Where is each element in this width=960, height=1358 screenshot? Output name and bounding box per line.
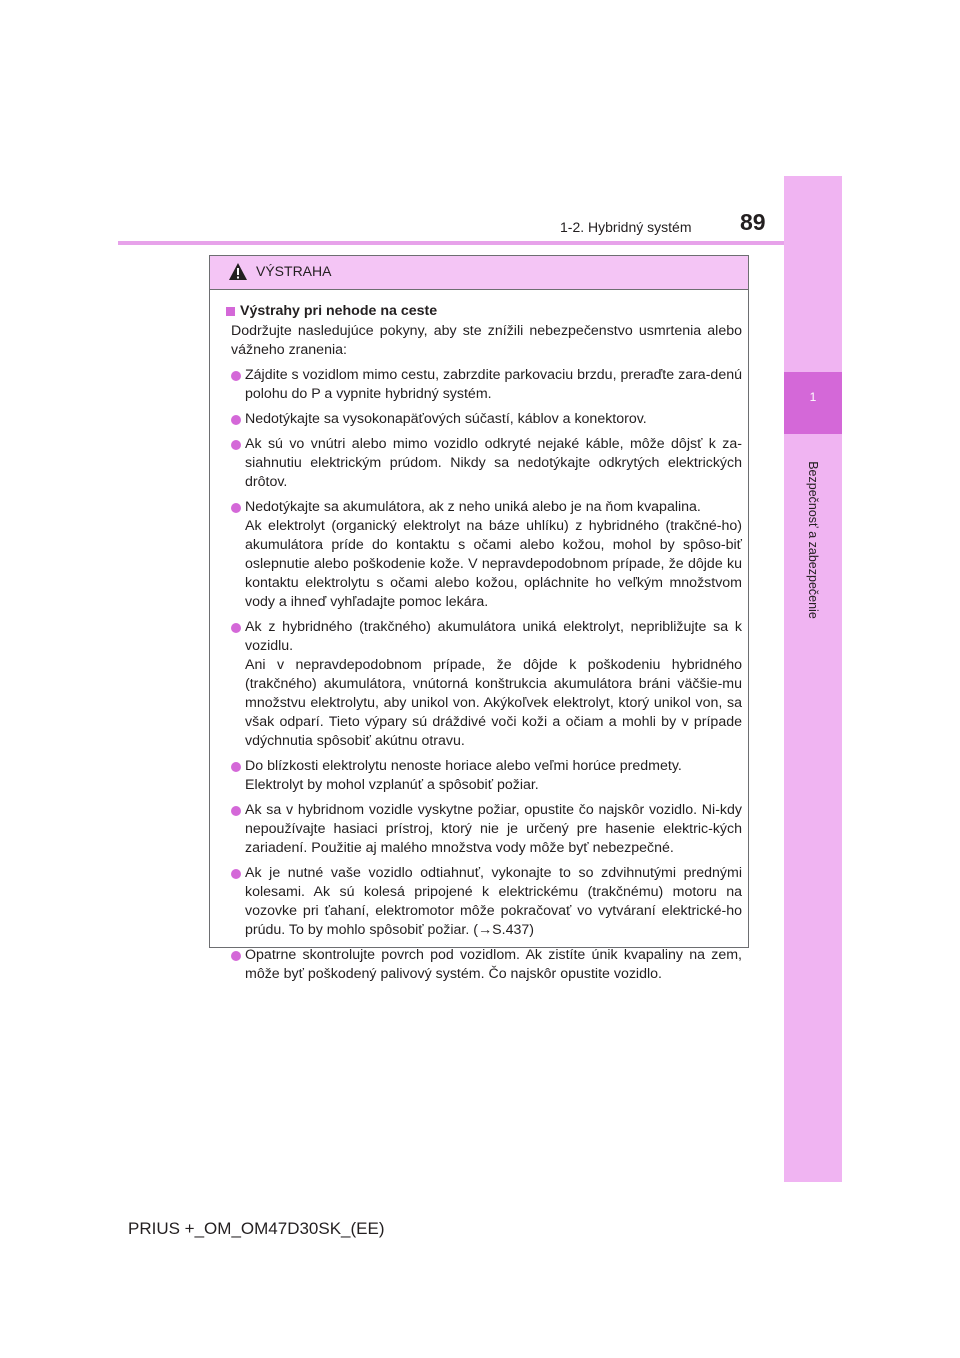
header-rule [118,241,784,245]
list-item-text: Nedotýkajte sa akumulátora, ak z neho uniká alebo je na ňom kvapalina. Ak elektrolyt (organický elektrolyt na báze uhlíku) z hybridného (trakčné-ho) akumulátora príde do kontaktu s očami alebo kožou, mohol by spôso-biť oslepnutie alebo poškodenie kože. V nepravdepodobnom prípade, že dôjde ku kontaktu elektrolytu s očami alebo kožou, opláchnite ho veľkým množstvom vody a ihneď vyhľadajte pomoc lekára. [245,499,742,610]
list-item-text: Nedotýkajte sa vysokonapäťových súčastí, káblov a konektorov. [245,411,647,427]
warning-heading [226,302,742,321]
side-tab [784,176,842,1182]
warning-list [226,366,742,984]
warning-heading-text: Výstrahy pri nehode na ceste [240,303,438,319]
bullet-icon [231,869,241,879]
list-item-text: Opatrne skontrolujte povrch pod vozidlom. Ak zistíte únik kvapaliny na zem, môže byť poškodený palivový systém. Čo najskôr opustite vozidlo. [245,947,742,982]
bullet-icon [231,623,241,633]
bullet-icon [231,806,241,816]
bullet-icon [231,371,241,381]
warning-intro: Dodržujte nasledujúce pokyny, aby ste znížili nebezpečenstvo usmrtenia alebo vážneho zranenia: [231,323,742,358]
chapter-number: 1 [809,390,817,404]
list-item [226,435,742,492]
bullet-icon [231,503,241,513]
list-item [226,864,742,940]
square-bullet-icon [226,307,235,316]
bullet-icon [231,762,241,772]
warning-title: VÝSTRAHA [256,263,332,279]
bullet-icon [231,951,241,961]
list-item [226,946,742,984]
page-number: 89 [740,209,766,235]
list-item-text: Do blízkosti elektrolytu nenoste horiace alebo veľmi horúce predmety. Elektrolyt by mohol vzplanúť a spôsobiť požiar. [245,758,682,793]
list-item-text: Ak z hybridného (trakčného) akumulátora uniká elektrolyt, nepribližujte sa k vozidlu. Ani v nepravdepodobnom prípade, že dôjde k poškodeniu hybridného (trakčného) akumulátora, vnútorná konštrukcia akumulátora bráni väčšie-mu množstvu elektrolytu, aby unikol von. Akýkoľvek elektrolyt, ktorý unikol von, sa však odparí. Tieto výpary sú dráždivé voči koži a očiam a mohli by v prípade vdýchnutia spôsobiť akútnu otravu. [245,619,742,749]
list-item-text: Zájdite s vozidlom mimo cestu, zabrzdite parkovaciu brzdu, preraďte zara-denú polohu do P a vypnite hybridný systém. [245,367,742,402]
list-item [226,410,742,429]
list-item-text: Ak sú vo vnútri alebo mimo vozidlo odkryté nejaké káble, môže dôjsť k za-siahnutiu elektrickým prúdom. Nikdy sa nedotýkajte odkrytých elektrických drôtov. [245,436,742,490]
bullet-icon [231,440,241,450]
list-item-text: Ak je nutné vaše vozidlo odtiahnuť, vykonajte to so zdvihnutými prednými kolesami. Ak sú kolesá pripojené k elektrickému (trakčnému) motoru na vozovke pri ťahaní, elektromotor môže pokračovať vo vytváraní elektrické-ho prúdu. To by mohlo spôsobiť požiar. (→S.437) [245,865,742,938]
list-item [226,366,742,404]
warning-header [210,256,748,290]
document-code: PRIUS +_OM_OM47D30SK_(EE) [128,1219,385,1238]
bullet-icon [231,415,241,425]
warning-body [210,290,748,984]
list-item [226,618,742,751]
section-title: 1-2. Hybridný systém [560,219,692,235]
list-item [226,757,742,795]
list-item-text: Ak sa v hybridnom vozidle vyskytne požiar, opustite čo najskôr vozidlo. Ni-kdy nepoužívajte hasiaci prístroj, ktorý nie je určený pre hasenie elektric-kých zariadení. Použitie aj malého množstva vody môže byť nebezpečné. [245,802,742,856]
chapter-title: Bezpečnosť a zabezpečenie [806,461,820,619]
list-item [226,801,742,858]
warning-box [209,255,749,982]
warning-triangle-icon [228,262,248,281]
list-item [226,498,742,612]
